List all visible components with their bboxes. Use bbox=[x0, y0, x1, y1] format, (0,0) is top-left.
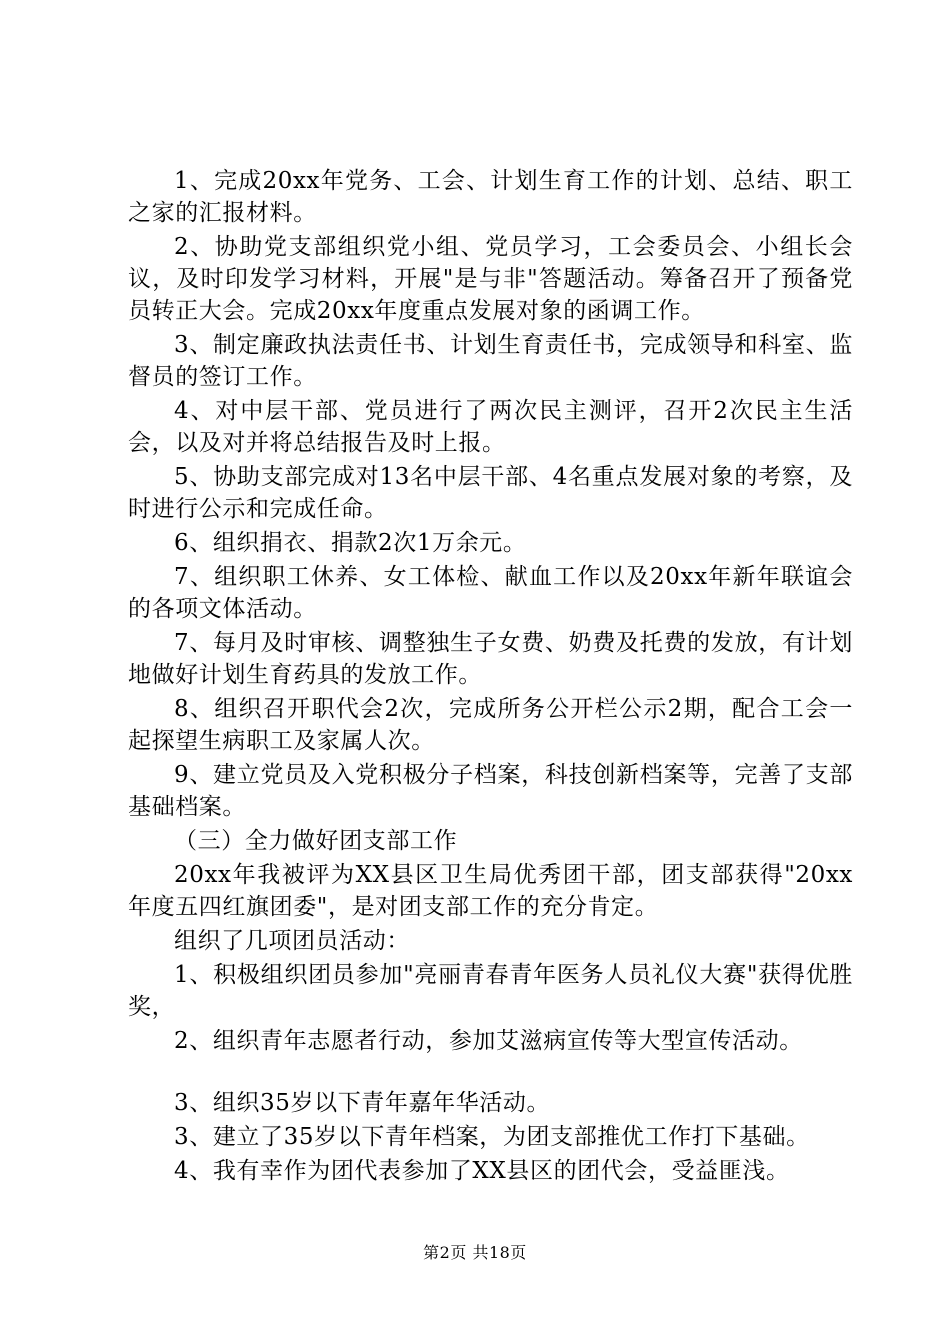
paragraph-item-10: 9、建立党员及入党积极分子档案，科技创新档案等，完善了支部基础档案。 bbox=[128, 762, 853, 820]
paragraph-item-16: 3、建立了35岁以下青年档案，为团支部推优工作打下基础。 bbox=[174, 1124, 810, 1150]
paragraph-item-8: 7、每月及时审核、调整独生子女费、奶费及托费的发放，有计划地做好计划生育药具的发放工作。 bbox=[128, 630, 853, 688]
paragraph-item-15: 3、组织35岁以下青年嘉年华活动。 bbox=[174, 1090, 551, 1116]
document-body bbox=[128, 165, 853, 1187]
paragraph-item-11: 20xx年我被评为XX县区卫生局优秀团干部，团支部获得"20xx年度五四红旗团委"，是对团支部工作的充分肯定。 bbox=[128, 862, 853, 920]
paragraph-item-17: 4、我有幸作为团代表参加了XX县区的团代会，受益匪浅。 bbox=[174, 1158, 790, 1184]
paragraph-item-4: 4、对中层干部、党员进行了两次民主测评，召开2次民主生活会，以及对并将总结报告及时上报。 bbox=[128, 398, 853, 456]
paragraph-item-12: 组织了几项团员活动： bbox=[174, 928, 410, 954]
paragraph-item-7: 7、组织职工休养、女工体检、献血工作以及20xx年新年联谊会的各项文体活动。 bbox=[128, 564, 853, 622]
paragraph-item-5: 5、协助支部完成对13名中层干部、4名重点发展对象的考察，及时进行公示和完成任命。 bbox=[128, 464, 853, 522]
page-indicator: 第2页 共18页 bbox=[423, 1243, 527, 1262]
paragraph-item-14: 2、组织青年志愿者行动，参加艾滋病宣传等大型宣传活动。 bbox=[174, 1028, 803, 1054]
page-footer bbox=[0, 1243, 950, 1263]
paragraph-item-9: 8、组织召开职代会2次，完成所务公开栏公示2期，配合工会一起探望生病职工及家属人次。 bbox=[128, 696, 853, 754]
paragraph-item-1: 1、完成20xx年党务、工会、计划生育工作的计划、总结、职工之家的汇报材料。 bbox=[128, 168, 853, 226]
paragraph-item-13: 1、积极组织团员参加"亮丽青春青年医务人员礼仪大赛"获得优胜奖， bbox=[128, 962, 853, 1020]
section-heading: （三）全力做好团支部工作 bbox=[174, 828, 458, 854]
paragraph-item-6: 6、组织捐衣、捐款2次1万余元。 bbox=[174, 530, 527, 556]
paragraph-item-3: 3、制定廉政执法责任书、计划生育责任书，完成领导和科室、监督员的签订工作。 bbox=[128, 332, 853, 390]
paragraph-item-2: 2、协助党支部组织党小组、党员学习，工会委员会、小组长会议，及时印发学习材料，开展"是与非"答题活动。筹备召开了预备党员转正大会。完成20xx年度重点发展对象的函调工作。 bbox=[128, 234, 853, 324]
